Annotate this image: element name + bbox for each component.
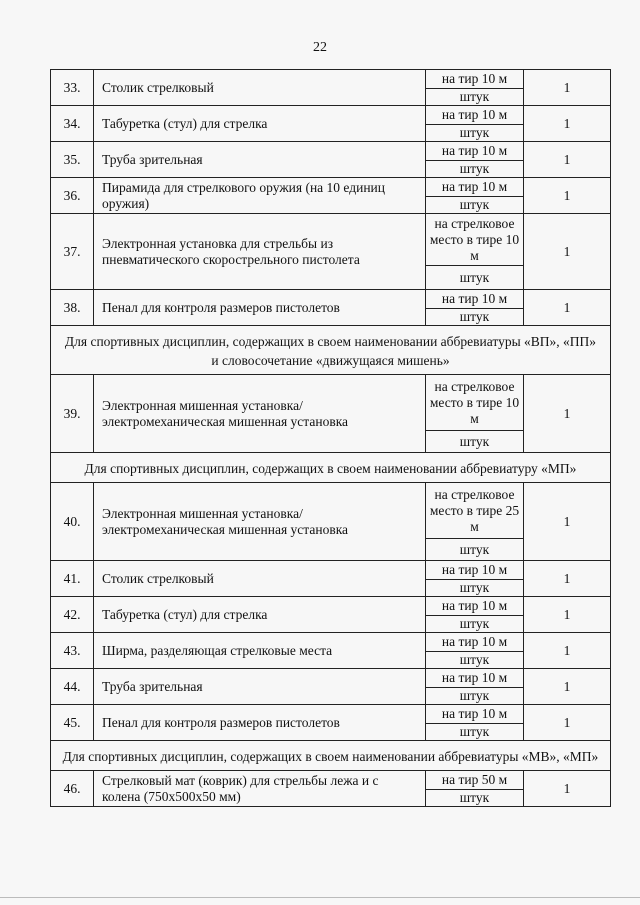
item-name: Электронная мишенная установка/электромеханическая мишенная установка — [94, 375, 426, 453]
item-quantity: 1 — [524, 561, 611, 597]
table-row — [51, 669, 611, 688]
section-header: Для спортивных дисциплин, содержащих в своем наименовании аббревиатуры «МВ», «МП» — [51, 741, 611, 771]
table-row — [51, 178, 611, 197]
item-name: Труба зрительная — [94, 142, 426, 178]
item-name: Табуретка (стул) для стрелка — [94, 106, 426, 142]
item-number: 45. — [51, 705, 94, 741]
item-name: Труба зрительная — [94, 669, 426, 705]
section-header-row — [51, 326, 611, 375]
item-quantity: 1 — [524, 669, 611, 705]
item-unit-scope: на стрелковое место в тире 10 м — [426, 375, 524, 431]
item-quantity: 1 — [524, 142, 611, 178]
table-row — [51, 597, 611, 616]
item-number: 44. — [51, 669, 94, 705]
item-quantity: 1 — [524, 771, 611, 807]
table-row — [51, 705, 611, 724]
item-unit-scope: на тир 10 м — [426, 561, 524, 580]
item-number: 41. — [51, 561, 94, 597]
item-unit-scope: на тир 10 м — [426, 669, 524, 688]
table-row — [51, 290, 611, 309]
item-name: Пенал для контроля размеров пистолетов — [94, 290, 426, 326]
item-unit-measure: штук — [426, 431, 524, 453]
item-unit-scope: на стрелковое место в тире 25 м — [426, 483, 524, 539]
item-unit-measure: штук — [426, 724, 524, 741]
item-unit-measure: штук — [426, 89, 524, 106]
item-quantity: 1 — [524, 597, 611, 633]
item-unit-scope: на тир 10 м — [426, 597, 524, 616]
item-name: Электронная установка для стрельбы из пневматического скорострельного пистолета — [94, 214, 426, 290]
section-header-row — [51, 741, 611, 771]
section-header: Для спортивных дисциплин, содержащих в своем наименовании аббревиатуры «ВП», «ПП» и словосочетание «движущаяся мишень» — [51, 326, 611, 375]
item-unit-scope: на тир 10 м — [426, 106, 524, 125]
item-unit-measure: штук — [426, 309, 524, 326]
item-unit-measure: штук — [426, 652, 524, 669]
table-row — [51, 633, 611, 652]
item-name: Табуретка (стул) для стрелка — [94, 597, 426, 633]
item-unit-scope: на тир 50 м — [426, 771, 524, 790]
item-unit-scope: на тир 10 м — [426, 633, 524, 652]
item-number: 42. — [51, 597, 94, 633]
item-quantity: 1 — [524, 178, 611, 214]
table-row — [51, 375, 611, 431]
item-number: 34. — [51, 106, 94, 142]
item-unit-measure: штук — [426, 125, 524, 142]
item-quantity: 1 — [524, 106, 611, 142]
item-unit-scope: на тир 10 м — [426, 70, 524, 89]
table-row — [51, 142, 611, 161]
item-name: Стрелковый мат (коврик) для стрельбы лежа и с колена (750x500x50 мм) — [94, 771, 426, 807]
item-unit-measure: штук — [426, 197, 524, 214]
item-quantity: 1 — [524, 214, 611, 290]
section-header-row — [51, 453, 611, 483]
item-quantity: 1 — [524, 483, 611, 561]
table-row — [51, 483, 611, 539]
page-number: 22 — [313, 40, 327, 55]
item-unit-scope: на тир 10 м — [426, 178, 524, 197]
page-bottom-rule — [0, 897, 640, 898]
item-name: Электронная мишенная установка/электромеханическая мишенная установка — [94, 483, 426, 561]
item-unit-measure: штук — [426, 616, 524, 633]
item-quantity: 1 — [524, 375, 611, 453]
table-row — [51, 561, 611, 580]
item-number: 40. — [51, 483, 94, 561]
table-row — [51, 214, 611, 266]
equipment-table — [50, 69, 611, 807]
item-unit-scope: на стрелковое место в тире 10 м — [426, 214, 524, 266]
equipment-table-body — [51, 70, 611, 807]
item-number: 35. — [51, 142, 94, 178]
item-number: 33. — [51, 70, 94, 106]
item-number: 38. — [51, 290, 94, 326]
item-quantity: 1 — [524, 705, 611, 741]
item-unit-scope: на тир 10 м — [426, 142, 524, 161]
item-unit-measure: штук — [426, 688, 524, 705]
item-unit-scope: на тир 10 м — [426, 290, 524, 309]
item-quantity: 1 — [524, 290, 611, 326]
item-unit-measure: штук — [426, 161, 524, 178]
item-unit-measure: штук — [426, 580, 524, 597]
table-row — [51, 106, 611, 125]
section-header: Для спортивных дисциплин, содержащих в своем наименовании аббревиатуру «МП» — [51, 453, 611, 483]
item-quantity: 1 — [524, 70, 611, 106]
item-unit-measure: штук — [426, 790, 524, 807]
table-row — [51, 70, 611, 89]
item-number: 39. — [51, 375, 94, 453]
item-unit-measure: штук — [426, 266, 524, 290]
item-name: Пирамида для стрелкового оружия (на 10 единиц оружия) — [94, 178, 426, 214]
table-row — [51, 771, 611, 790]
item-number: 36. — [51, 178, 94, 214]
item-number: 46. — [51, 771, 94, 807]
item-name: Столик стрелковый — [94, 561, 426, 597]
item-unit-measure: штук — [426, 539, 524, 561]
item-name: Столик стрелковый — [94, 70, 426, 106]
item-quantity: 1 — [524, 633, 611, 669]
item-name: Пенал для контроля размеров пистолетов — [94, 705, 426, 741]
item-name: Ширма, разделяющая стрелковые места — [94, 633, 426, 669]
item-number: 43. — [51, 633, 94, 669]
item-number: 37. — [51, 214, 94, 290]
item-unit-scope: на тир 10 м — [426, 705, 524, 724]
